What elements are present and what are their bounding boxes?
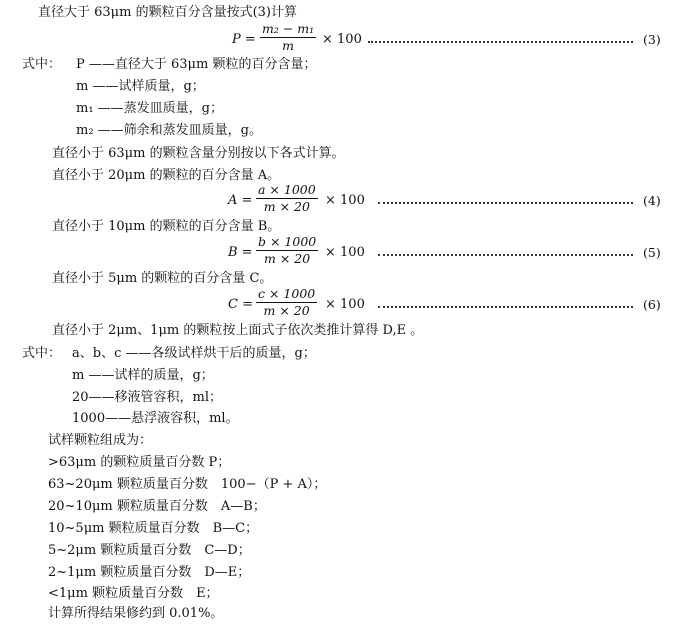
equation-rhs: × 100 (325, 193, 365, 208)
equation-lhs: A = (228, 193, 253, 208)
text-line: 直径小于 10μm 的颗粒的百分含量 B。 (52, 219, 281, 234)
definition-line: m ——试样质量，g； (76, 79, 205, 94)
leader-dots (378, 254, 633, 256)
text-line: 试样颗粒组成为： (48, 433, 153, 448)
fraction-denominator: m × 20 (263, 199, 310, 214)
fraction-denominator: m × 20 (263, 303, 310, 318)
text-line: 直径小于 5μm 的颗粒的百分含量 C。 (52, 271, 273, 286)
list-item: 2~1μm 颗粒质量百分数 D—E； (48, 565, 251, 580)
equation-lhs: B = (228, 245, 253, 260)
leader-dots (378, 202, 633, 204)
definition-line: P ——直径大于 63μm 颗粒的百分含量； (76, 57, 317, 72)
where-label: 式中： (22, 57, 62, 72)
equation-lhs: C = (228, 297, 253, 312)
definition-line: m ——试样的质量，g； (72, 368, 214, 383)
equation-number: (5) (643, 245, 661, 260)
fraction-numerator: a × 1000 (258, 182, 316, 197)
fraction-numerator: b × 1000 (258, 234, 317, 249)
equation-lhs: P = (232, 32, 256, 47)
definition-line: m₂ ——筛余和蒸发皿质量，g。 (76, 123, 262, 138)
definition-line: 20——移液管容积，ml； (72, 390, 223, 405)
list-item: <1μm 颗粒质量百分数 E； (48, 586, 219, 601)
leader-dots (378, 306, 633, 308)
equation-rhs: × 100 (322, 32, 362, 47)
equation-fraction (256, 287, 317, 318)
list-item: >63μm 的颗粒质量百分数 P； (48, 455, 231, 470)
text-line: 直径小于 2μm、1μm 的颗粒按上面式子依次类推计算得 D,E 。 (52, 323, 424, 338)
list-item: 10~5μm 颗粒质量百分数 B—C； (48, 521, 259, 536)
leader-dots (368, 41, 633, 43)
equation-rhs: × 100 (325, 297, 365, 312)
equation-number: (3) (643, 32, 661, 47)
fraction-numerator: c × 1000 (258, 286, 316, 301)
equation-fraction (256, 235, 318, 266)
equation-number: (4) (643, 193, 661, 208)
definition-line: m₁ ——蒸发皿质量，g； (76, 101, 223, 116)
equation-fraction (256, 183, 318, 214)
text-line: 直径小于 63μm 的颗粒含量分别按以下各式计算。 (52, 146, 345, 161)
fraction-denominator: m × 20 (264, 251, 311, 266)
text-line: 直径小于 20μm 的颗粒的百分含量 A。 (52, 168, 281, 183)
list-item: 63~20μm 颗粒质量百分数 100−（P + A）； (48, 477, 327, 492)
definition-line: a、b、c ——各级试样烘干后的质量，g； (72, 346, 316, 361)
where-label: 式中： (22, 346, 62, 361)
list-item: 5~2μm 颗粒质量百分数 C—D； (48, 543, 251, 558)
fraction-denominator: m (282, 38, 294, 53)
definition-line: 1000——悬浮液容积，ml。 (72, 411, 239, 426)
equation-rhs: × 100 (325, 245, 365, 260)
list-item: 20~10μm 颗粒质量百分数 A—B； (48, 499, 266, 514)
equation-number: (6) (643, 297, 661, 312)
equation-fraction (260, 22, 316, 53)
fraction-numerator: m₂ − m₁ (262, 21, 315, 36)
text-line: 直径大于 63μm 的颗粒百分含量按式(3)计算 (38, 5, 297, 20)
list-item: 计算所得结果修约到 0.01%。 (48, 606, 224, 621)
